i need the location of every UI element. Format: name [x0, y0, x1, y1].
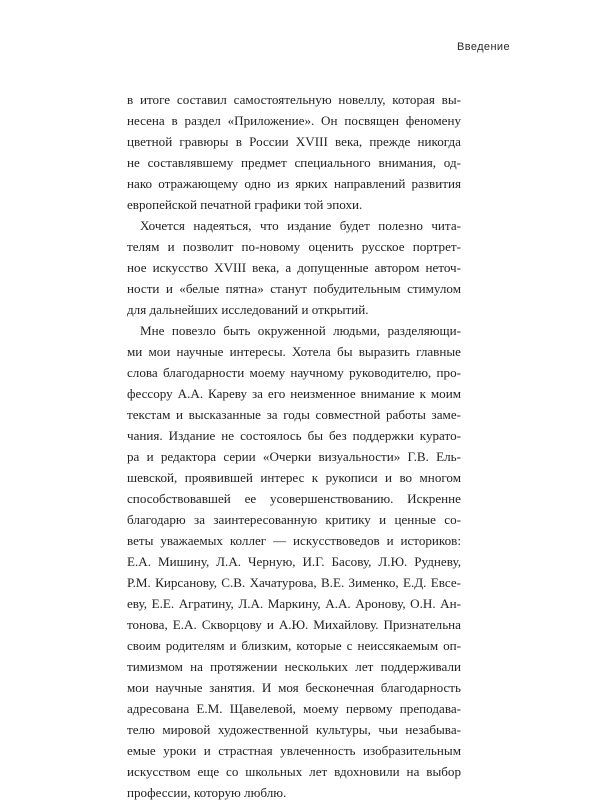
text-line: ное искусство XVIII века, а допущенные автором неточ-: [127, 260, 461, 275]
text-line: адресована Е.М. Щавелевой, моему первому преподава-: [127, 701, 461, 716]
body-text: [127, 89, 461, 803]
text-line: чания. Издание не состоялось бы без поддержки курато-: [127, 428, 461, 443]
text-line: несена в раздел «Приложение». Он посвящен феномену: [127, 113, 461, 128]
text-line: слова благодарности моему научному руководителю, про-: [127, 365, 461, 380]
text-line: своим родителям и близким, которые с неиссякаемым оп-: [127, 638, 461, 653]
text-line: еву, Е.Е. Агратину, Л.А. Маркину, А.А. Аронову, О.Н. Ан-: [127, 596, 461, 611]
text-line: европейской печатной графики той эпохи.: [127, 197, 363, 212]
text-line: тимизмом на протяжении нескольких лет поддерживали: [127, 659, 461, 674]
text-line: Р.М. Кирсанову, С.В. Хачатурова, В.Е. Зименко, Е.Д. Евсе-: [127, 575, 461, 590]
text-line: цветной гравюры в России XVIII века, прежде никогда: [127, 134, 461, 149]
text-line: ра и редактора серии «Очерки визуальности» Г.В. Ель-: [127, 449, 461, 464]
text-line: телю мировой художественной культуры, чьи незабыва-: [127, 722, 461, 737]
text-line: ми мои научные интересы. Хотела бы выразить главные: [127, 344, 461, 359]
text-line: мои научные занятия. И моя бесконечная благодарность: [127, 680, 461, 695]
text-line: тонова, Е.А. Скворцову и А.Ю. Михайлову. Признательна: [127, 617, 461, 632]
text-line: веты уважаемых коллег — искусствоведов и историков:: [127, 533, 461, 548]
text-line: нако отражающему одно из ярких направлений развития: [127, 176, 461, 191]
text-line: профессии, которую люблю.: [127, 785, 287, 800]
text-line: шевской, проявившей интерес к рукописи и во многом: [127, 470, 461, 485]
running-head-title: Введение: [456, 41, 510, 53]
text-line: текстам и высказанные за годы совместной работы заме-: [127, 407, 461, 422]
text-line: Е.А. Мишину, Л.А. Черную, И.Г. Басову, Л.Ю. Рудневу,: [127, 554, 461, 569]
text-line: способствовавшей ее усовершенствованию. Искренне: [127, 491, 461, 506]
text-line: для дальнейших исследований и открытий.: [127, 302, 369, 317]
text-line: благодарю за заинтересованную критику и ценные со-: [127, 512, 461, 527]
text-line: не составлявшему предмет специального внимания, од-: [127, 155, 461, 170]
text-line: ности и «белые пятна» станут побудительным стимулом: [127, 281, 461, 296]
text-line: Мне повезло быть окруженной людьми, разделяющи-: [140, 323, 461, 338]
text-line: в итоге составил самостоятельную новеллу, которая вы-: [127, 92, 461, 107]
text-line: фессору А.А. Кареву за его неизменное внимание к моим: [127, 386, 461, 401]
text-line: искусством еще со школьных лет вдохновили на выбор: [127, 764, 461, 779]
text-line: Хочется надеяться, что издание будет полезно чита-: [140, 218, 461, 233]
text-line: телям и позволит по-новому оценить русское портрет-: [127, 239, 461, 254]
text-line: емые уроки и страстная увлеченность изобразительным: [127, 743, 461, 758]
